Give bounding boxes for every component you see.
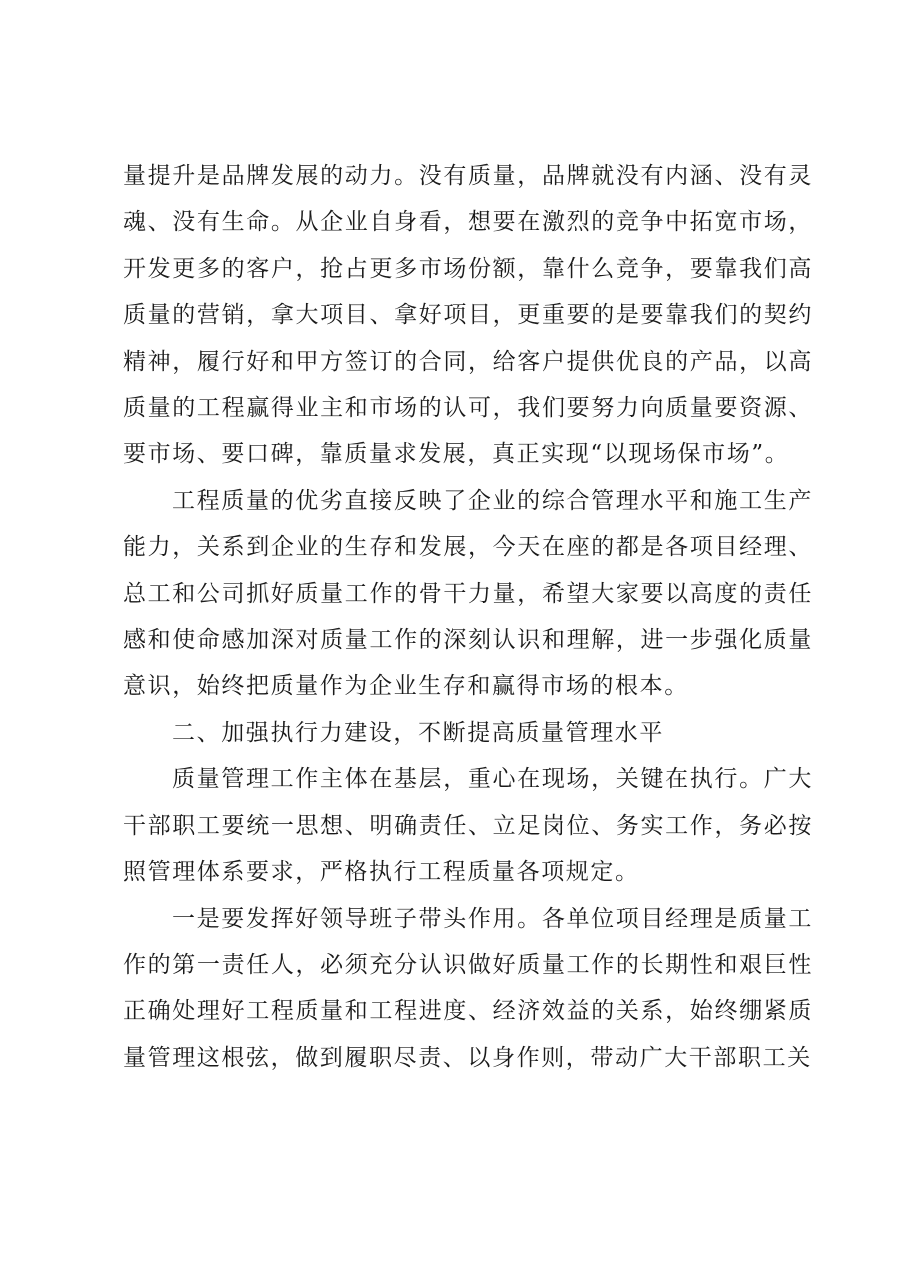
document-body: [123, 153, 813, 1081]
paragraph-leadership: 一是要发挥好领导班子带头作用。各单位项目经理是质量工作的第一责任人，必须充分认识做好质量工作的长期性和艰巨性正确处理好工程质量和工程进度、经济效益的关系，始终绷紧质量管理这根弦，做到履职尽责、以身作则，带动广大干部职工关: [123, 905, 813, 1071]
paragraph-execution: 质量管理工作主体在基层，重心在现场，关键在执行。广大干部职工要统一思想、明确责任、立足岗位、务实工作，务必按照管理体系要求，严格执行工程质量各项规定。: [123, 766, 813, 886]
paragraph-continuation: 量提升是品牌发展的动力。没有质量，品牌就没有内涵、没有灵魂、没有生命。从企业自身看，想要在激烈的竞争中拓宽市场，开发更多的客户，抢占更多市场份额，靠什么竞争，要靠我们高质量的营销，拿大项目、拿好项目，更重要的是要靠我们的契约精神，履行好和甲方签订的合同，给客户提供优良的产品，以高质量的工程赢得业主和市场的认可，我们要努力向质量要资源、要市场、要口碑，靠质量求发展，真正实现“以现场保市场”。: [123, 163, 813, 468]
paragraph-quality-importance: 工程质量的优劣直接反映了企业的综合管理水平和施工生产能力，关系到企业的生存和发展，今天在座的都是各项目经理、总工和公司抓好质量工作的骨干力量，希望大家要以高度的责任感和使命感加深对质量工作的深刻认识和理解，进一步强化质量意识，始终把质量作为企业生存和赢得市场的根本。: [123, 487, 813, 700]
section-heading: 二、加强执行力建设，不断提高质量管理水平: [172, 719, 664, 746]
